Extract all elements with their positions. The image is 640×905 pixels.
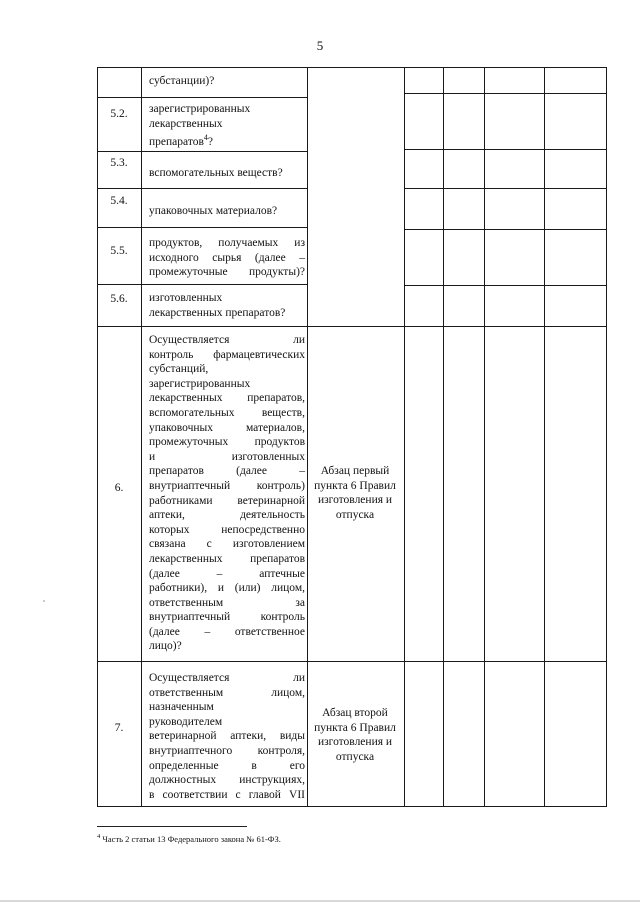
basis-text: Абзац первый пункта 6 Правил изготовления и отпуска [314,465,396,521]
row-number: 5.4. [110,195,128,207]
row-number: 5.2. [110,108,128,120]
row-border [404,188,607,189]
row-number: 7. [114,722,124,734]
question-text: Осуществляется ли ответственным лицом, назначенным руководителем ветеринарной аптеки, виды внутриаптечного контроля, определенные в его должностных инструкциях, в соответствии с главой VII [149,672,305,801]
table-border-right [606,67,607,807]
table-border-bottom [97,806,607,807]
row-border [404,229,607,230]
column-border [307,67,308,807]
question-text: зарегистрированных лекарственных препаратов$^4$? [149,103,251,149]
column-border [443,67,444,807]
row-border [97,661,607,662]
row-border [404,149,607,150]
row-border [97,188,307,189]
question-text: субстанции)? [149,75,215,87]
basis-text: Абзац второй пункта 6 Правил изготовления и отпуска [314,707,396,763]
question-text: вспомогательных веществ? [149,167,283,179]
row-border [404,93,607,94]
column-border [404,67,405,807]
question-text: продуктов, получаемых из исходного сырья (далее – промежуточные продукты)? [149,237,305,279]
scan-edge [0,900,640,902]
row-border [97,284,307,285]
row-border [97,97,307,98]
row-number: 5.6. [110,293,128,305]
column-border [544,67,545,807]
row-number: 6. [114,482,124,494]
scan-speck [43,600,45,602]
footnote-separator [97,826,247,827]
row-number: 5.5. [110,245,128,257]
row-border [97,151,307,152]
row-border [404,285,607,286]
table-border-top [97,67,607,68]
row-border [97,227,307,228]
footnote: $^4$ Часть 2 статьи 13 Федерального закона № 61-ФЗ. [97,833,281,844]
row-number: 5.3. [110,157,128,169]
question-text: изготовленных лекарственных препаратов? [149,292,286,319]
page-number: 5 [316,38,324,53]
question-text: Осуществляется ли контроль фармацевтических субстанций, зарегистрированных лекарственных препаратов, вспомогательных веществ, упаковочных материалов, промежуточных продуктов и изготовленных препаратов (далее – внутриаптечный контроль) работниками ветеринарной аптеки, деятельность которых непосредственно связана с изготовлением лекарственных препаратов (далее – аптечные работники), и (или) лицом, ответственным за внутриаптечный контроль (далее – ответственное лицо)? [149,334,305,653]
column-border [141,67,142,807]
table-border-left [97,67,98,807]
checklist-table [97,67,607,807]
question-text: упаковочных материалов? [149,205,278,217]
row-border [97,326,607,327]
column-border [484,67,485,807]
